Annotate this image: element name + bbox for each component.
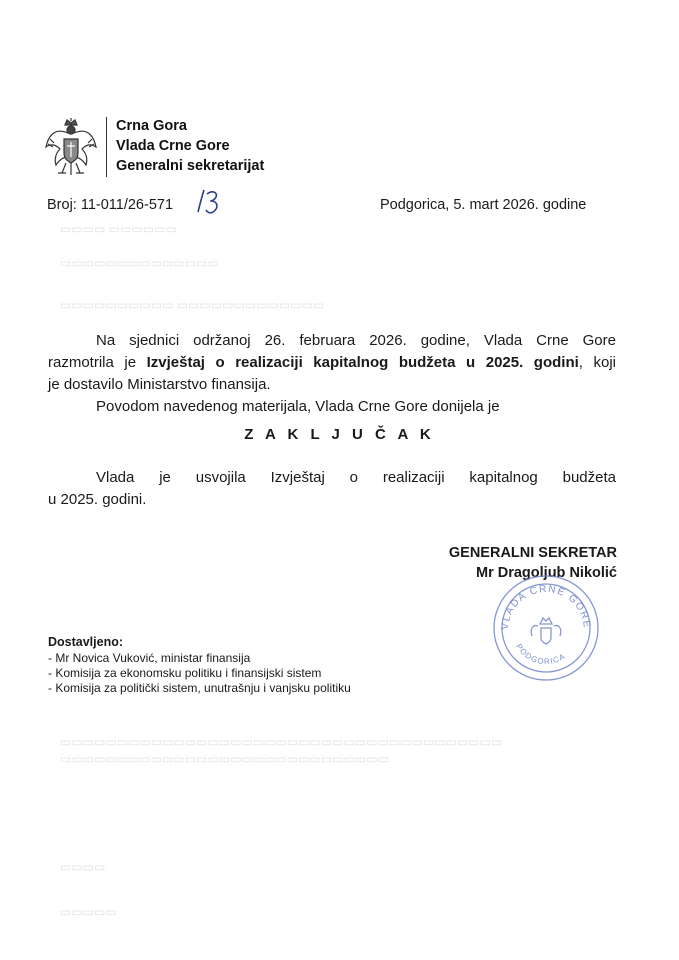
signature-name: Mr Dragoljub Nikolić xyxy=(476,565,617,581)
handwritten-annotation xyxy=(192,186,226,216)
show-through-marks: ▭▭▭▭▭▭▭▭▭▭ ▭▭▭▭▭▭▭▭▭▭▭▭▭ xyxy=(60,298,325,312)
body-paragraph-line: je dostavilo Ministarstvo finansija. xyxy=(48,376,271,393)
show-through-marks: ▭▭▭▭▭▭▭▭▭▭▭▭▭▭ xyxy=(60,256,219,270)
signature-title: GENERALNI SEKRETAR xyxy=(448,545,617,561)
official-stamp xyxy=(486,568,606,688)
body-paragraph-line: Povodom navedenog materijala, Vlada Crne Gore donijela je xyxy=(96,398,500,415)
body-text: razmotrila je xyxy=(48,354,147,371)
list-item: - Komisija za politički sistem, unutrašnju i vanjsku politiku xyxy=(48,681,351,695)
list-item: - Komisija za ekonomsku politiku i finansijski sistem xyxy=(48,666,322,680)
document-date: Podgorica, 5. mart 2026. godine xyxy=(380,197,587,213)
body-text: , koji xyxy=(578,354,616,371)
reference-number: Broj: 11-011/26-571 xyxy=(47,197,174,213)
conclusion-heading: Z A K L J U Č A K xyxy=(244,426,435,443)
header-divider xyxy=(106,117,107,177)
body-paragraph-line: Na sjednici održanoj 26. februara 2026. godine, Vlada Crne Gore xyxy=(96,332,616,349)
distribution-title: Dostavljeno: xyxy=(48,635,124,649)
header-country: Crna Gora xyxy=(116,118,187,134)
show-through-marks: ▭▭▭▭▭▭▭▭▭▭▭▭▭▭▭▭▭▭▭▭▭▭▭▭▭▭▭▭▭ xyxy=(60,752,389,766)
stamp-city: PODGORICA xyxy=(514,642,568,667)
show-through-marks: ▭▭▭▭▭ xyxy=(60,905,117,919)
report-title: Izvještaj o realizaciji kapitalnog budžeta u 2025. godini xyxy=(146,354,579,371)
svg-text:PODGORICA xyxy=(514,642,567,666)
distribution-list xyxy=(48,651,351,696)
show-through-marks: ▭▭▭▭ ▭▭▭▭▭▭ xyxy=(60,222,177,236)
conclusion-text: Vlada je usvojila Izvještaj o realizaciji kapitalnog budžeta xyxy=(96,469,616,486)
header-secretariat: Generalni sekretarijat xyxy=(116,158,265,174)
coat-of-arms-icon xyxy=(44,117,98,179)
stamp-text: VLADA CRNE GORE xyxy=(499,583,593,631)
show-through-marks: ▭▭▭▭ xyxy=(60,860,106,874)
body-paragraph-line xyxy=(48,352,616,374)
show-through-marks: ▭▭▭▭▭▭▭▭▭▭▭▭▭▭▭▭▭▭▭▭▭▭▭▭▭▭▭▭▭▭▭▭▭▭▭▭▭▭▭ xyxy=(60,735,503,749)
list-item: - Mr Novica Vuković, ministar finansija xyxy=(48,651,251,665)
conclusion-text: u 2025. godini. xyxy=(48,491,147,508)
header-government: Vlada Crne Gore xyxy=(116,138,230,154)
